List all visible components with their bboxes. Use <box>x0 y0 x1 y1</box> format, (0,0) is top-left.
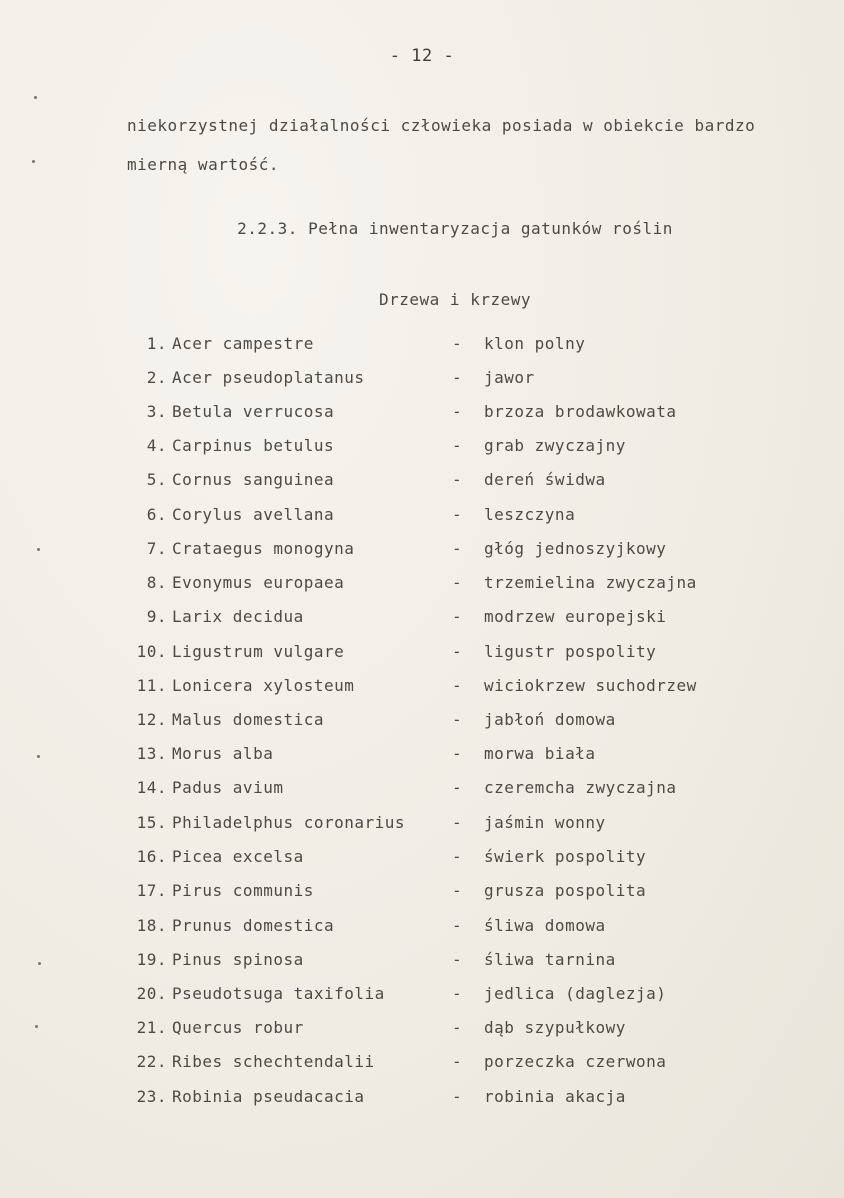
species-number: 8. <box>146 573 167 592</box>
species-polish-name: jabłoń domowa <box>484 710 616 729</box>
species-separator: - <box>452 539 463 558</box>
page-number: - 12 - <box>389 46 455 66</box>
species-polish-name: modrzew europejski <box>484 607 667 626</box>
species-polish-name: śliwa tarnina <box>484 950 616 969</box>
species-row <box>0 950 844 970</box>
section-heading: 2.2.3. Pełna inwentaryzacja gatunków roślin <box>237 219 673 238</box>
species-number: 10. <box>136 642 167 661</box>
species-number: 21. <box>136 1018 167 1037</box>
species-row <box>0 1087 844 1107</box>
species-polish-name: jawor <box>484 368 535 387</box>
species-row <box>0 710 844 730</box>
species-row <box>0 470 844 490</box>
species-row <box>0 984 844 1004</box>
species-row <box>0 676 844 696</box>
species-separator: - <box>452 368 463 387</box>
species-polish-name: dąb szypułkowy <box>484 1018 626 1037</box>
species-polish-name: trzemielina zwyczajna <box>484 573 697 592</box>
species-number: 12. <box>136 710 167 729</box>
species-number: 15. <box>136 813 167 832</box>
species-number: 2. <box>146 368 167 387</box>
species-latin-name: Picea excelsa <box>172 847 304 866</box>
species-polish-name: klon polny <box>484 334 586 353</box>
species-row <box>0 1018 844 1038</box>
species-row <box>0 402 844 422</box>
species-separator: - <box>452 950 463 969</box>
species-latin-name: Carpinus betulus <box>172 436 335 455</box>
species-separator: - <box>452 334 463 353</box>
species-latin-name: Pirus communis <box>172 881 314 900</box>
species-separator: - <box>452 676 463 695</box>
species-latin-name: Ribes schechtendalii <box>172 1052 375 1071</box>
species-separator: - <box>452 1018 463 1037</box>
species-separator: - <box>452 881 463 900</box>
species-row <box>0 847 844 867</box>
species-separator: - <box>452 916 463 935</box>
species-polish-name: głóg jednoszyjkowy <box>484 539 667 558</box>
species-row <box>0 505 844 525</box>
species-separator: - <box>452 505 463 524</box>
species-separator: - <box>452 813 463 832</box>
species-row <box>0 642 844 662</box>
species-separator: - <box>452 402 463 421</box>
species-number: 16. <box>136 847 167 866</box>
species-row <box>0 744 844 764</box>
species-separator: - <box>452 710 463 729</box>
species-latin-name: Evonymus europaea <box>172 573 345 592</box>
species-polish-name: wiciokrzew suchodrzew <box>484 676 697 695</box>
species-row <box>0 334 844 354</box>
species-row <box>0 436 844 456</box>
scan-speck <box>37 548 40 551</box>
species-latin-name: Quercus robur <box>172 1018 304 1037</box>
species-separator: - <box>452 1052 463 1071</box>
species-number: 18. <box>136 916 167 935</box>
species-number: 11. <box>136 676 167 695</box>
scan-speck <box>34 96 37 99</box>
species-row <box>0 916 844 936</box>
species-separator: - <box>452 778 463 797</box>
species-row <box>0 813 844 833</box>
species-latin-name: Padus avium <box>172 778 284 797</box>
species-latin-name: Pseudotsuga taxifolia <box>172 984 385 1003</box>
species-latin-name: Morus alba <box>172 744 274 763</box>
species-latin-name: Ligustrum vulgare <box>172 642 345 661</box>
species-latin-name: Robinia pseudacacia <box>172 1087 365 1106</box>
species-polish-name: porzeczka czerwona <box>484 1052 667 1071</box>
species-polish-name: ligustr pospolity <box>484 642 657 661</box>
species-latin-name: Acer pseudoplatanus <box>172 368 365 387</box>
species-row <box>0 607 844 627</box>
species-number: 6. <box>146 505 167 524</box>
species-number: 5. <box>146 470 167 489</box>
species-latin-name: Crataegus monogyna <box>172 539 355 558</box>
species-number: 4. <box>146 436 167 455</box>
species-separator: - <box>452 436 463 455</box>
species-row <box>0 573 844 593</box>
species-separator: - <box>452 744 463 763</box>
species-number: 3. <box>146 402 167 421</box>
species-polish-name: morwa biała <box>484 744 596 763</box>
species-number: 1. <box>146 334 167 353</box>
species-separator: - <box>452 847 463 866</box>
scan-speck <box>32 160 35 163</box>
species-separator: - <box>452 573 463 592</box>
intro-line-1: niekorzystnej działalności człowieka posiada w obiekcie bardzo <box>127 116 756 135</box>
species-polish-name: leszczyna <box>484 505 576 524</box>
subheading: Drzewa i krzewy <box>379 290 531 309</box>
species-row <box>0 1052 844 1072</box>
species-separator: - <box>452 984 463 1003</box>
species-latin-name: Corylus avellana <box>172 505 335 524</box>
species-polish-name: jedlica (daglezja) <box>484 984 667 1003</box>
species-latin-name: Cornus sanguinea <box>172 470 335 489</box>
species-number: 7. <box>146 539 167 558</box>
species-number: 13. <box>136 744 167 763</box>
species-number: 9. <box>146 607 167 626</box>
species-polish-name: czeremcha zwyczajna <box>484 778 677 797</box>
species-latin-name: Betula verrucosa <box>172 402 335 421</box>
species-number: 19. <box>136 950 167 969</box>
species-polish-name: świerk pospolity <box>484 847 647 866</box>
species-latin-name: Acer campestre <box>172 334 314 353</box>
scan-speck <box>38 962 41 965</box>
species-separator: - <box>452 470 463 489</box>
species-latin-name: Prunus domestica <box>172 916 335 935</box>
species-number: 17. <box>136 881 167 900</box>
scan-speck <box>35 1025 38 1028</box>
species-row <box>0 368 844 388</box>
species-latin-name: Malus domestica <box>172 710 324 729</box>
species-latin-name: Larix decidua <box>172 607 304 626</box>
species-separator: - <box>452 607 463 626</box>
species-separator: - <box>452 1087 463 1106</box>
species-row <box>0 778 844 798</box>
species-number: 22. <box>136 1052 167 1071</box>
species-row <box>0 539 844 559</box>
species-polish-name: grusza pospolita <box>484 881 647 900</box>
scan-speck <box>37 755 40 758</box>
species-polish-name: grab zwyczajny <box>484 436 626 455</box>
species-polish-name: jaśmin wonny <box>484 813 606 832</box>
species-number: 23. <box>136 1087 167 1106</box>
species-latin-name: Lonicera xylosteum <box>172 676 355 695</box>
species-latin-name: Philadelphus coronarius <box>172 813 406 832</box>
species-polish-name: dereń świdwa <box>484 470 606 489</box>
species-polish-name: brzoza brodawkowata <box>484 402 677 421</box>
species-row <box>0 881 844 901</box>
species-number: 14. <box>136 778 167 797</box>
species-polish-name: robinia akacja <box>484 1087 626 1106</box>
intro-line-2: mierną wartość. <box>127 155 279 174</box>
species-latin-name: Pinus spinosa <box>172 950 304 969</box>
species-polish-name: śliwa domowa <box>484 916 606 935</box>
species-number: 20. <box>136 984 167 1003</box>
species-separator: - <box>452 642 463 661</box>
